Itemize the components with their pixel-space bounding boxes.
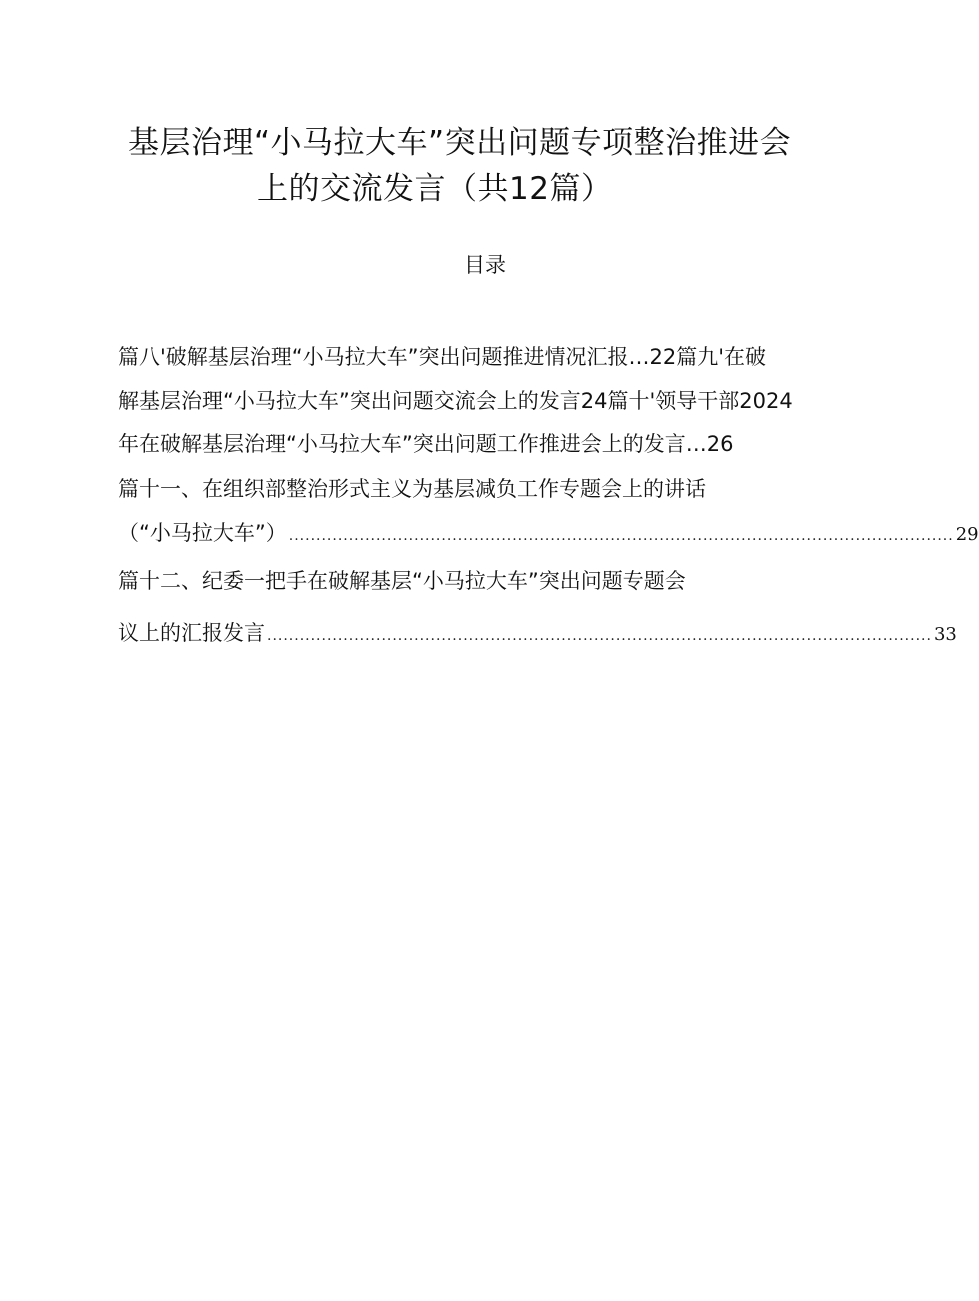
toc-heading: 目录 <box>464 253 506 277</box>
toc-leader-dots: .......................................................................................................................... <box>288 528 954 544</box>
toc-page-number: 33 <box>933 624 957 645</box>
toc-leader-dots: .......................................................................................................................... <box>267 628 932 644</box>
toc-entry-line[interactable]: 解基层治理“小马拉大车”突出问题交流会上的发言24篇十'领导干部2024 <box>118 389 793 413</box>
document-title-line-2: 上的交流发言（共12篇） <box>257 171 613 207</box>
toc-entry-line[interactable] <box>118 618 957 651</box>
toc-entry-line[interactable]: 篇八'破解基层治理“小马拉大车”突出问题推进情况汇报…22篇九'在破 <box>118 345 767 369</box>
toc-entry-line[interactable]: 篇十一、在组织部整治形式主义为基层减负工作专题会上的讲话 <box>118 477 706 501</box>
toc-entry-line[interactable] <box>118 518 979 551</box>
toc-entry-line[interactable]: 年在破解基层治理“小马拉大车”突出问题工作推进会上的发言…26 <box>118 432 734 456</box>
document-title-line-1: 基层治理“小马拉大车”突出问题专项整治推进会 <box>128 125 792 161</box>
toc-entry-text: 议上的汇报发言 <box>118 621 265 645</box>
toc-entry-line[interactable]: 篇十二、纪委一把手在破解基层“小马拉大车”突出问题专题会 <box>118 569 686 593</box>
toc-entry-text: （“小马拉大车”） <box>118 521 287 545</box>
toc-page-number: 29 <box>955 524 979 545</box>
